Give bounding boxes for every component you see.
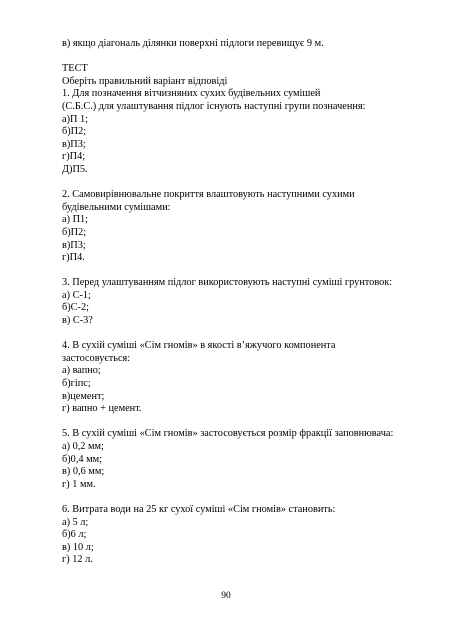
- answer-option: в) С-3?: [62, 315, 93, 327]
- answer-option: а) П1;: [62, 214, 89, 226]
- question-text: будівельними сумішами:: [62, 201, 171, 213]
- answer-option: в) 0,6 мм;: [62, 466, 105, 478]
- answer-option: г)П4.: [62, 252, 85, 264]
- answer-option: б)0,4 мм;: [62, 453, 103, 465]
- answer-option: Д)П5.: [62, 163, 88, 175]
- question-text: 1. Для позначення вітчизняних сухих будівельних сумішей: [62, 88, 321, 100]
- answer-option: а) вапно;: [62, 365, 101, 377]
- question-text: 3. Перед улаштуванням підлог використовують наступні суміші грунтовок:: [62, 277, 393, 289]
- spacer: [62, 265, 418, 278]
- answer-option: в)П3;: [62, 239, 86, 251]
- question-1: [62, 88, 418, 176]
- intro-line: в) якщо діагональ ділянки поверхні підлоги перевищує 9 м.: [62, 38, 324, 49]
- answer-option: г) вапно + цемент.: [62, 403, 142, 415]
- spacer: [62, 416, 418, 429]
- spacer: [62, 177, 418, 190]
- document-body: [62, 38, 418, 567]
- spacer: [62, 328, 418, 341]
- answer-option: г) 1 мм.: [62, 478, 96, 490]
- answer-option: б)П2;: [62, 226, 87, 238]
- question-text: 2. Самовирівнювальне покриття влаштовують наступними сухими: [62, 189, 355, 201]
- question-6: [62, 504, 418, 567]
- instruction-text: Оберіть правильний варіант відповіді: [62, 75, 228, 87]
- page-number: 90: [221, 591, 231, 601]
- answer-option: а) 5 л;: [62, 516, 89, 528]
- answer-option: а)П 1;: [62, 113, 89, 125]
- answer-option: в)П3;: [62, 138, 86, 150]
- answer-option: г) 12 л.: [62, 554, 93, 566]
- question-text: 5. В сухій суміші «Сім гномів» застосовується розмір фракції заповнювача:: [62, 428, 394, 440]
- spacer: [62, 51, 418, 64]
- answer-option: б)6 л;: [62, 529, 87, 541]
- answer-option: в)цемент;: [62, 390, 105, 402]
- question-2: [62, 189, 418, 265]
- answer-option: а) 0,2 мм;: [62, 441, 104, 452]
- answer-option: а) С-1;: [62, 289, 91, 301]
- answer-option: б)С-2;: [62, 302, 89, 314]
- question-text: 6. Витрата води на 25 кг сухої суміші «Сім гномів» становить:: [62, 503, 336, 515]
- question-text: 4. В сухій суміші «Сім гномів» в якості в’яжучого компонента: [62, 340, 336, 352]
- question-4: [62, 340, 418, 416]
- answer-option: г)П4;: [62, 151, 86, 163]
- question-text: застосовується:: [62, 352, 131, 364]
- answer-option: б)П2;: [62, 126, 87, 138]
- question-5: [62, 428, 418, 491]
- answer-option: б)гіпс;: [62, 378, 91, 390]
- spacer: [62, 491, 418, 504]
- answer-option: в) 10 л;: [62, 541, 94, 553]
- question-text: (С.Б.С.) для улаштування підлог існують наступні групи позначення:: [62, 100, 366, 112]
- question-3: [62, 277, 418, 327]
- test-heading: ТЕСТ: [62, 63, 88, 75]
